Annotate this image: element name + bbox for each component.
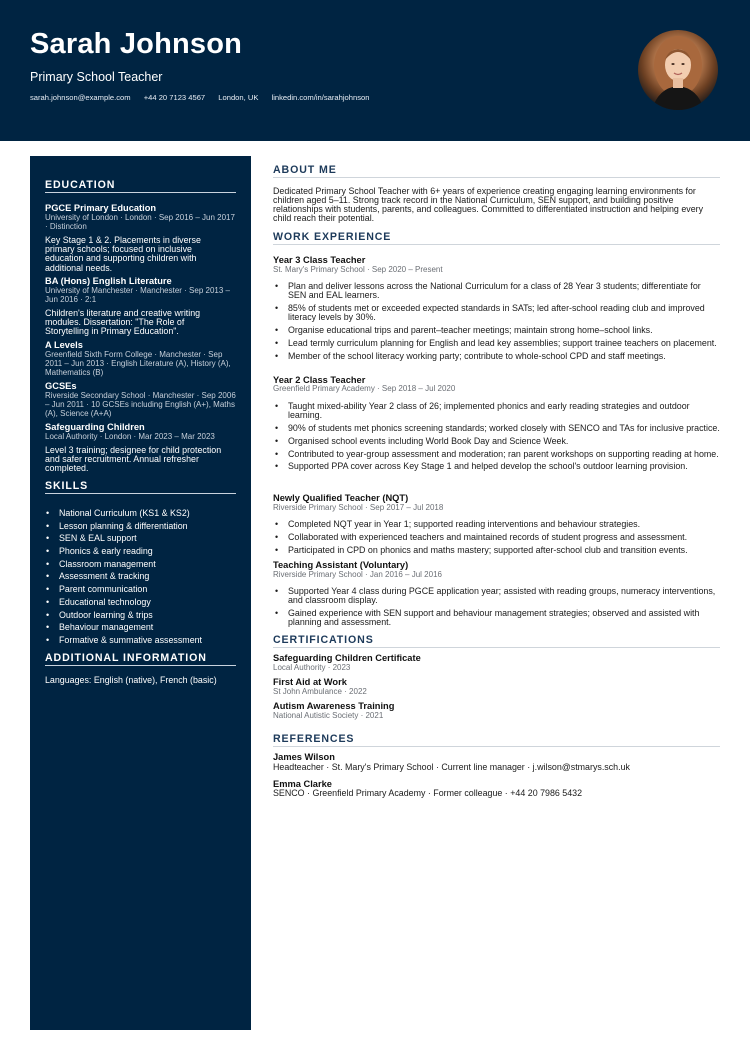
- skill-item: • Formative & summative assessment: [45, 634, 202, 647]
- job-title: Year 2 Class Teacher: [273, 375, 366, 385]
- job-meta: St. Mary's Primary School · Sep 2020 – Present: [273, 265, 443, 274]
- job-title: Year 3 Class Teacher: [273, 255, 366, 265]
- job-bullet: • Lead termly curriculum planning for English and lead key assemblies; support trainee teachers on placement.: [273, 339, 721, 348]
- candidate-role: Primary School Teacher: [30, 70, 163, 84]
- certification-title: Autism Awareness Training: [273, 701, 395, 711]
- skill-item: • Assessment & tracking: [45, 570, 202, 583]
- email-link[interactable]: sarah.johnson@example.com: [30, 93, 131, 102]
- certifications-heading: CERTIFICATIONS: [273, 634, 374, 646]
- divider: [273, 746, 720, 747]
- certification-meta: Local Authority · 2023: [273, 663, 351, 672]
- job-bullet: • Supported Year 4 class during PGCE application year; assisted with reading groups, numeracy interventions, and classroom display.: [273, 587, 721, 605]
- resume-header: [0, 0, 750, 141]
- job-bullet: • Completed NQT year in Year 1; supported reading interventions and behaviour strategies.: [273, 520, 721, 529]
- education-description: Level 3 training; designee for child protection and safer recruitment. Annual refresher completed.: [45, 445, 222, 474]
- job-bullet: • Plan and deliver lessons across the National Curriculum for a class of 28 Year 3 students; differentiate for SEN and EAL learners.: [273, 282, 721, 300]
- certification-meta: St John Ambulance · 2022: [273, 687, 367, 696]
- education-title: Safeguarding Children: [45, 422, 145, 432]
- education-meta: Greenfield Sixth Form College · Manchester · Sep 2011 – Jun 2013 · English Literature (A), History (A), Mathematics (B): [45, 350, 231, 377]
- experience-heading: WORK EXPERIENCE: [273, 231, 392, 243]
- job-bullet: • Collaborated with experienced teachers and maintained records of student progress and assessment.: [273, 533, 721, 542]
- job-meta: Greenfield Primary Academy · Sep 2018 – Jul 2020: [273, 384, 456, 393]
- skill-item: • Parent communication: [45, 583, 202, 596]
- contact-line: [30, 93, 380, 102]
- job-bullet: • 90% of students met phonics screening standards; worked closely with SENCO and TAs for inclusive practice.: [273, 424, 721, 433]
- location: London, UK: [218, 93, 259, 102]
- divider: [273, 244, 720, 245]
- phone-number: +44 20 7123 4567: [143, 93, 206, 102]
- languages-text: Languages: English (native), French (basic): [45, 675, 217, 685]
- candidate-name: Sarah Johnson: [30, 28, 243, 60]
- skill-item: • National Curriculum (KS1 & KS2): [45, 507, 202, 520]
- education-title: GCSEs: [45, 381, 77, 391]
- job-bullet: • Gained experience with SEN support and behaviour management strategies; observed and assisted with planning and assessment.: [273, 609, 721, 627]
- reference-detail: Headteacher · St. Mary's Primary School · Current line manager · j.wilson@stmarys.sch.uk: [273, 762, 630, 772]
- linkedin-link[interactable]: linkedin.com/in/sarahjohnson: [271, 93, 370, 102]
- certification-title: Safeguarding Children Certificate: [273, 653, 421, 663]
- job-bullets: [273, 402, 721, 475]
- skill-item: • Lesson planning & differentiation: [45, 520, 202, 533]
- divider: [45, 493, 236, 494]
- job-bullet: • Organise educational trips and parent–teacher meetings; maintain strong home–school links.: [273, 326, 721, 335]
- education-meta: Riverside Secondary School · Manchester · Sep 2006 – Jun 2011 · 10 GCSEs including English (A+), Maths (A), Science (A+A): [45, 391, 236, 418]
- skill-item: • Educational technology: [45, 596, 202, 609]
- references-heading: REFERENCES: [273, 733, 355, 745]
- skill-item: • Behaviour management: [45, 621, 202, 634]
- education-title: A Levels: [45, 340, 83, 350]
- skill-item: • Classroom management: [45, 558, 202, 571]
- job-bullet: • 85% of students met or exceeded expected standards in SATs; led after-school reading club and improved literacy levels by 30%.: [273, 304, 721, 322]
- education-title: PGCE Primary Education: [45, 203, 157, 213]
- divider: [273, 647, 720, 648]
- education-title: BA (Hons) English Literature: [45, 276, 172, 286]
- divider: [45, 665, 236, 666]
- education-meta: University of London · London · Sep 2016 – Jun 2017 · Distinction: [45, 213, 235, 231]
- about-heading: ABOUT ME: [273, 164, 337, 176]
- certification-meta: National Autistic Society · 2021: [273, 711, 384, 720]
- job-bullet: • Taught mixed-ability Year 2 class of 26; implemented phonics and early reading strategies and outdoor learning.: [273, 402, 721, 420]
- job-bullets: [273, 520, 721, 558]
- reference-name: Emma Clarke: [273, 779, 332, 789]
- skill-item: • Phonics & early reading: [45, 545, 202, 558]
- education-meta: University of Manchester · Manchester · Sep 2013 – Jun 2016 · 2:1: [45, 286, 230, 304]
- job-bullet: • Contributed to year-group assessment and moderation; ran parent workshops on supporting reading at home.: [273, 450, 721, 459]
- reference-detail: SENCO · Greenfield Primary Academy · Former colleague · +44 20 7986 5432: [273, 788, 583, 798]
- job-bullets: [273, 282, 721, 364]
- education-heading: EDUCATION: [45, 179, 116, 191]
- sidebar: [30, 156, 251, 1030]
- about-text: Dedicated Primary School Teacher with 6+ years of experience creating engaging learning environments for children aged 5–11. Strong track record in the National Curriculum, SEN support, and building positive relationships with students, parents, and colleagues. Committed to differentiated instruction and helping every child reach their potential.: [273, 186, 704, 224]
- skills-list: [45, 507, 202, 647]
- profile-photo: [638, 30, 718, 110]
- education-description: Children's literature and creative writing modules. Dissertation: "The Role of Storytelling in Primary Education".: [45, 308, 201, 337]
- additional-info-heading: ADDITIONAL INFORMATION: [45, 652, 207, 664]
- job-bullet: • Member of the school literacy working party; contribute to whole-school CPD and staff meetings.: [273, 352, 721, 361]
- job-bullets: [273, 587, 721, 631]
- job-title: Teaching Assistant (Voluntary): [273, 560, 409, 570]
- job-bullet: • Supported PPA cover across Key Stage 1 and helped develop the school's outdoor learning provision.: [273, 462, 721, 471]
- skills-heading: SKILLS: [45, 480, 89, 492]
- job-meta: Riverside Primary School · Sep 2017 – Jul 2018: [273, 503, 444, 512]
- job-bullet: • Participated in CPD on phonics and maths mastery; supported after-school club and transition events.: [273, 546, 721, 555]
- job-meta: Riverside Primary School · Jan 2016 – Jul 2016: [273, 570, 442, 579]
- job-bullet: • Organised school events including World Book Day and Science Week.: [273, 437, 721, 446]
- job-title: Newly Qualified Teacher (NQT): [273, 493, 409, 503]
- skill-item: • SEN & EAL support: [45, 532, 202, 545]
- divider: [273, 177, 720, 178]
- reference-name: James Wilson: [273, 752, 335, 762]
- skill-item: • Outdoor learning & trips: [45, 609, 202, 622]
- divider: [45, 192, 236, 193]
- education-meta: Local Authority · London · Mar 2023 – Mar 2023: [45, 432, 215, 441]
- certification-title: First Aid at Work: [273, 677, 347, 687]
- education-description: Key Stage 1 & 2. Placements in diverse primary schools; focused on inclusive education and supporting children with additional needs.: [45, 235, 201, 273]
